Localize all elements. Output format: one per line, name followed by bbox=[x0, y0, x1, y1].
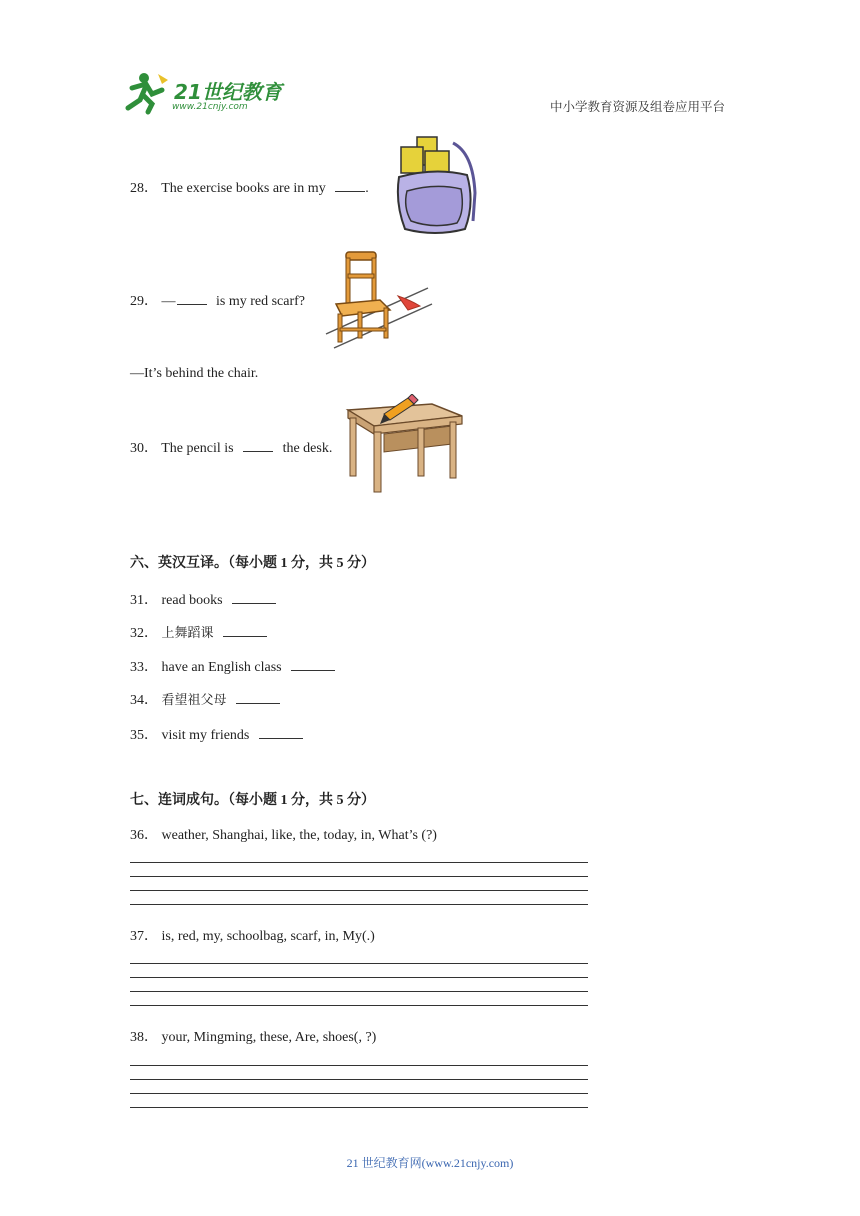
question-text: your, Mingming, these, Are, shoes(, ?) bbox=[161, 1030, 377, 1045]
question-text-end: . bbox=[365, 181, 369, 196]
writing-line[interactable] bbox=[130, 963, 588, 964]
writing-line[interactable] bbox=[130, 904, 588, 905]
writing-line[interactable] bbox=[130, 876, 588, 877]
answer-blank[interactable] bbox=[232, 590, 276, 604]
logo-url: www.21cnjy.com bbox=[172, 102, 248, 112]
answer-blank[interactable] bbox=[335, 178, 365, 192]
desk-with-pencil-icon bbox=[344, 394, 466, 494]
answer-blank[interactable] bbox=[177, 291, 207, 305]
question-text: is, red, my, schoolbag, scarf, in, My(.) bbox=[161, 929, 375, 944]
schoolbag-with-books-icon bbox=[395, 133, 477, 238]
question-text: read books bbox=[161, 593, 223, 608]
question-36 bbox=[130, 827, 437, 845]
section-6-title: 六、英汉互译。（每小题 1 分，共 5 分） bbox=[130, 556, 375, 571]
answer-blank[interactable] bbox=[236, 690, 280, 704]
question-text: — bbox=[161, 294, 176, 309]
question-number: 37． bbox=[130, 929, 158, 944]
question-text: 看望祖父母 bbox=[161, 693, 227, 708]
section-7-title: 七、连词成句。（每小题 1 分，共 5 分） bbox=[130, 793, 375, 808]
answer-blank[interactable] bbox=[291, 657, 335, 671]
logo-title: 21世纪教育 bbox=[174, 80, 282, 104]
writing-line[interactable] bbox=[130, 1005, 588, 1006]
question-number: 30． bbox=[130, 441, 158, 456]
writing-line[interactable] bbox=[130, 890, 588, 891]
question-number: 35． bbox=[130, 728, 158, 743]
question-text: weather, Shanghai, like, the, today, in, What’s (?) bbox=[161, 828, 437, 843]
question-34 bbox=[130, 690, 280, 710]
question-31 bbox=[130, 590, 276, 610]
question-28 bbox=[130, 178, 369, 198]
writing-line[interactable] bbox=[130, 1107, 588, 1108]
question-text-end: the desk. bbox=[282, 441, 333, 456]
footer-link[interactable]: 21 世纪教育网(www.21cnjy.com) bbox=[346, 1156, 514, 1170]
header-platform-text: 中小学教育资源及组卷应用平台 bbox=[550, 99, 726, 114]
question-number: 31． bbox=[130, 593, 158, 608]
writing-line[interactable] bbox=[130, 1065, 588, 1066]
answer-blank[interactable] bbox=[223, 623, 267, 637]
question-number: 34． bbox=[130, 693, 158, 708]
question-32 bbox=[130, 623, 267, 643]
question-number: 33． bbox=[130, 660, 158, 675]
question-37 bbox=[130, 928, 375, 946]
question-text: 上舞蹈课 bbox=[161, 626, 214, 641]
question-number: 28． bbox=[130, 181, 158, 196]
writing-line[interactable] bbox=[130, 977, 588, 978]
question-number: 36． bbox=[130, 828, 158, 843]
question-38 bbox=[130, 1029, 376, 1047]
chair-with-scarf-icon bbox=[324, 248, 434, 350]
answer-blank[interactable] bbox=[259, 725, 303, 739]
answer-line-29: —It’s behind the chair. bbox=[130, 366, 259, 381]
question-text: The exercise books are in my bbox=[161, 181, 326, 196]
question-text: The pencil is bbox=[161, 441, 234, 456]
writing-line[interactable] bbox=[130, 862, 588, 863]
question-text: visit my friends bbox=[161, 728, 250, 743]
site-logo bbox=[122, 70, 292, 116]
writing-line[interactable] bbox=[130, 1093, 588, 1094]
question-number: 32． bbox=[130, 626, 158, 641]
answer-blank[interactable] bbox=[243, 438, 273, 452]
question-number: 29． bbox=[130, 294, 158, 309]
question-33 bbox=[130, 657, 335, 677]
writing-line[interactable] bbox=[130, 1079, 588, 1080]
question-29 bbox=[130, 291, 305, 311]
question-35 bbox=[130, 725, 303, 745]
question-text-end: is my red scarf? bbox=[216, 294, 306, 309]
question-text: have an English class bbox=[161, 660, 282, 675]
question-number: 38． bbox=[130, 1030, 158, 1045]
question-30 bbox=[130, 438, 332, 458]
writing-line[interactable] bbox=[130, 991, 588, 992]
